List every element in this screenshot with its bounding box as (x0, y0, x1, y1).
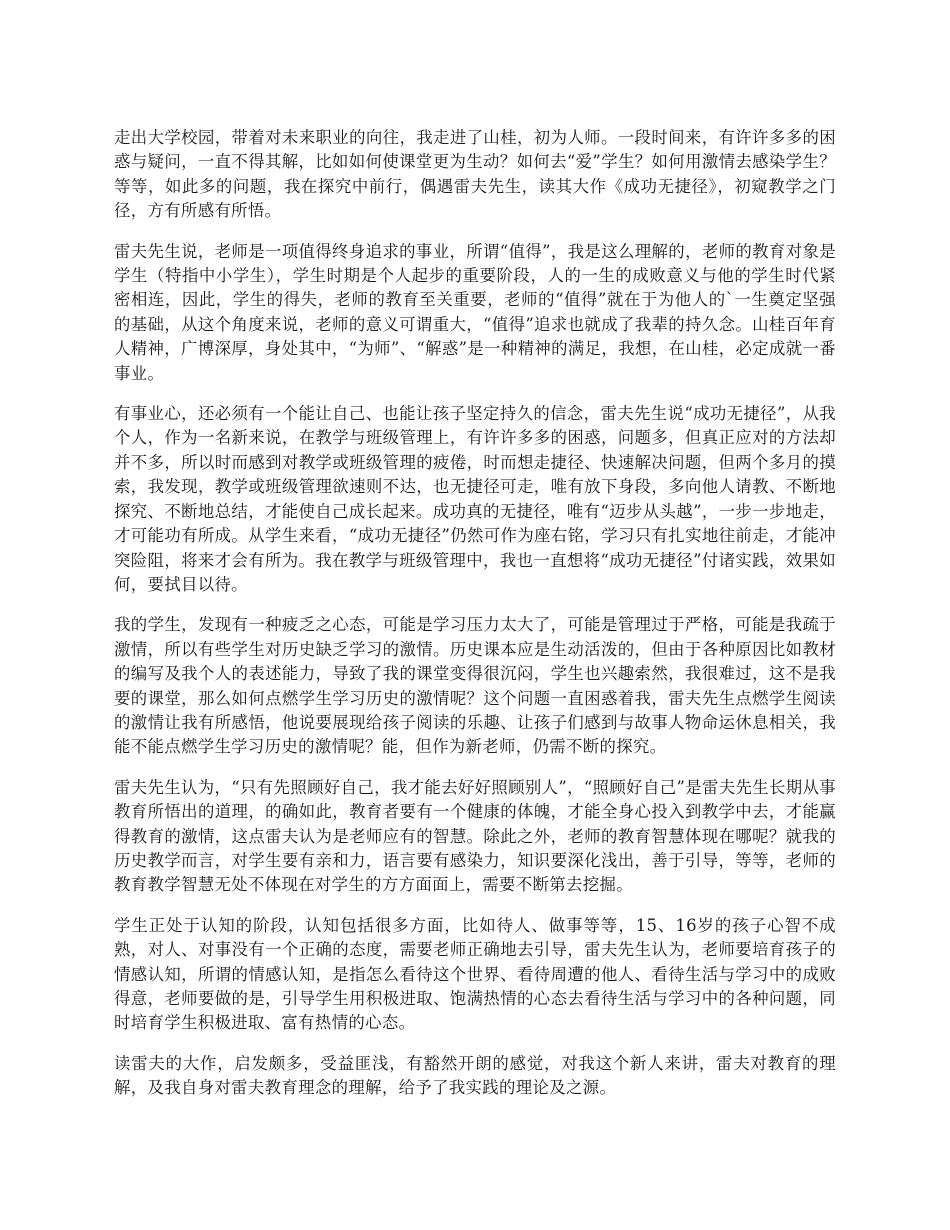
paragraph-2: 雷夫先生说，老师是一项值得终身追求的事业，所谓“值得”，我是这么理解的，老师的教育对象是学生（特指中小学生），学生时期是个人起步的重要阶段，人的一生的成败意义与他的学生时代紧密相连，因此，学生的得失，老师的教育至关重要，老师的“值得”就在于为他人的`一生奠定坚强的基础，从这个角度来说，老师的意义可谓重大，“值得”追求也就成了我辈的持久念。山桂百年育人精神，广博深厚，身处其中，“为师”、“解惑”是一种精神的满足，我想，在山桂，必定成就一番事业。 (114, 241, 836, 383)
paragraph-3: 有事业心，还必须有一个能让自己、也能让孩子坚定持久的信念，雷夫先生说“成功无捷径”，从我个人，作为一名新来说，在教学与班级管理上，有许许多多的困惑，问题多，但真正应对的方法却并不多，所以时而感到对教学或班级管理的疲倦，时而想走捷径、快速解决问题，但两个多月的摸索，我发现，教学或班级管理欲速则不达，也无捷径可走，唯有放下身段，多向他人请教、不断地探究、不断地总结，才能使自己成长起来。成功真的无捷径，唯有“迈步从头越”，一步一步地走，才可能功有所成。从学生来看，“成功无捷径”仍然可作为座右铭，学习只有扎实地往前走，才能冲突险阻，将来才会有所为。我在教学与班级管理中，我也一直想将“成功无捷径”付诸实践，效果如何，要拭目以待。 (114, 404, 836, 594)
paragraph-1: 走出大学校园，带着对未来职业的向往，我走进了山桂，初为人师。一段时间来，有许许多多的困惑与疑问，一直不得其解，比如如何使课堂更为生动？如何去“爱”学生？如何用激情去感染学生？等等，如此多的问题，我在探究中前行，偶遇雷夫先生，读其大作《成功无捷径》，初窥教学之门径，方有所感有所悟。 (114, 128, 836, 221)
document-page (114, 126, 836, 1117)
paragraph-6: 学生正处于认知的阶段，认知包括很多方面，比如待人、做事等等，15、16岁的孩子心智不成熟，对人、对事没有一个正确的态度，需要老师正确地去引导，雷夫先生认为，老师要培育孩子的情感认知，所谓的情感认知，是指怎么看待这个世界、看待周遭的他人、看待生活与学习中的成败得意，老师要做的是，引导学生用积极进取、饱满热情的心态去看待生活与学习中的各种问题，同时培育学生积极进取、富有热情的心态。 (114, 915, 836, 1033)
paragraph-4: 我的学生，发现有一种疲乏之心态，可能是学习压力太大了，可能是管理过于严格，可能是我疏于激情，所以有些学生对历史缺乏学习的激情。历史课本应是生动活泼的，但由于各种原因比如教材的编写及我个人的表述能力，导致了我的课堂变得很沉闷，学生也兴趣索然，我很难过，这不是我要的课堂，那么如何点燃学生学习历史的激情呢？这个问题一直困惑着我，雷夫先生点燃学生阅读的激情让我有所感悟，他说要展现给孩子阅读的乐趣、让孩子们感到与故事人物命运休息相关，我能不能点燃学生学习历史的激情呢？能，但作为新老师，仍需不断的探究。 (114, 615, 836, 757)
paragraph-7: 读雷夫的大作，启发颇多，受益匪浅，有豁然开朗的感觉，对我这个新人来讲，雷夫对教育的理解，及我自身对雷夫教育理念的理解，给予了我实践的理论及之源。 (114, 1053, 836, 1098)
paragraph-5: 雷夫先生认为，“只有先照顾好自己，我才能去好好照顾别人”，“照顾好自己”是雷夫先生长期从事教育所悟出的道理，的确如此，教育者要有一个健康的体魄，才能全身心投入到教学中去，才能赢得教育的激情，这点雷夫认为是老师应有的智慧。除此之外，老师的教育智慧体现在哪呢？就我的历史教学而言，对学生要有亲和力，语言要有感染力，知识要深化浅出，善于引导，等等，老师的教育教学智慧无处不体现在对学生的方方面面上，需要不断第去挖掘。 (114, 777, 836, 895)
